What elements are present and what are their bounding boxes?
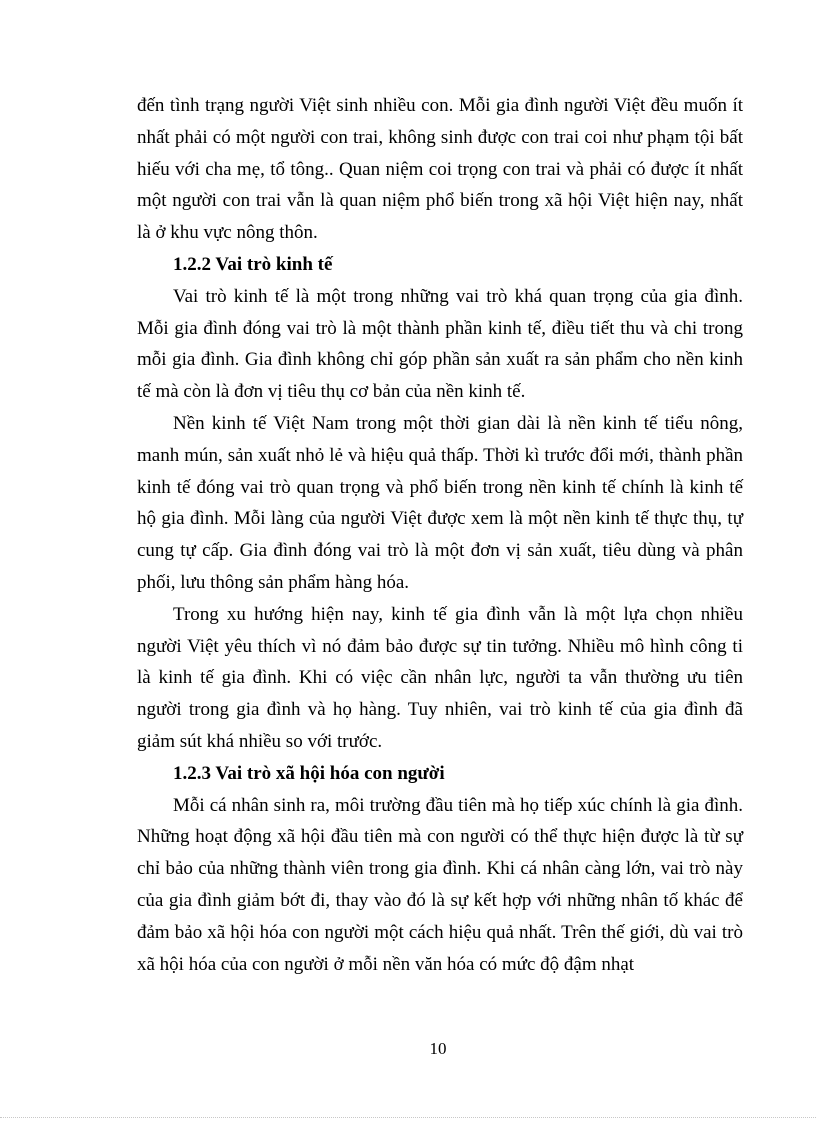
- paragraph-vietnam-economy: Nền kinh tế Việt Nam trong một thời gian dài là nền kinh tế tiểu nông, manh mún, sản xuất nhỏ lẻ và hiệu quả thấp. Thời kì trước đổi mới, thành phần kinh tế đóng vai trò quan trọng và phổ biến trong nền kinh tế chính là kinh tế hộ gia đình. Mỗi làng của người Việt được xem là một nền kinh tế thực thụ, tự cung tự cấp. Gia đình đóng vai trò là một đơn vị sản xuất, tiêu dùng và phân phối, lưu thông sản phẩm hàng hóa.: [137, 412, 743, 593]
- paragraph-continuation: đến tình trạng người Việt sinh nhiều con. Mỗi gia đình người Việt đều muốn ít nhất phải có một người con trai, không sinh được con trai coi như phạm tội bất hiếu với cha mẹ, tổ tông.. Quan niệm coi trọng con trai và phải có được ít nhất một người con trai vẫn là quan niệm phổ biến trong xã hội Việt hiện nay, nhất là ở khu vực nông thôn.: [137, 95, 743, 244]
- page-body: [137, 90, 743, 980]
- paragraph-socialization: Mỗi cá nhân sinh ra, môi trường đầu tiên mà họ tiếp xúc chính là gia đình. Những hoạt động xã hội đầu tiên mà con người có thể thực hiện được là từ sự chỉ bảo của những thành viên trong gia đình. Khi cá nhân càng lớn, vai trò này của gia đình giảm bớt đi, thay vào đó là sự kết hợp với những nhân tố khác để đảm bảo xã hội hóa con người một cách hiệu quả nhất. Trên thế giới, dù vai trò xã hội hóa của con người ở mỗi nền văn hóa có mức độ đậm nhạt: [137, 794, 743, 975]
- paragraph-economic-role: Vai trò kinh tế là một trong những vai trò khá quan trọng của gia đình. Mỗi gia đình đóng vai trò là một thành phần kinh tế, điều tiết thu và chi trong mỗi gia đình. Gia đình không chỉ góp phần sản xuất ra sản phẩm cho nền kinh tế mà còn là đơn vị tiêu thụ cơ bản của nền kinh tế.: [137, 285, 743, 403]
- page-number: 10: [429, 1039, 447, 1058]
- section-heading-1-2-2: 1.2.2 Vai trò kinh tế: [173, 253, 333, 275]
- section-heading-1-2-3: 1.2.3 Vai trò xã hội hóa con người: [173, 762, 445, 784]
- page-bottom-border: [0, 1117, 816, 1118]
- paragraph-current-trend: Trong xu hướng hiện nay, kinh tế gia đình vẫn là một lựa chọn nhiều người Việt yêu thích vì nó đảm bảo được sự tin tưởng. Nhiều mô hình công ti là kinh tế gia đình. Khi có việc cần nhân lực, người ta vẫn thường ưu tiên người trong gia đình và họ hàng. Tuy nhiên, vai trò kinh tế của gia đình đã giảm sút khá nhiều so với trước.: [137, 603, 743, 752]
